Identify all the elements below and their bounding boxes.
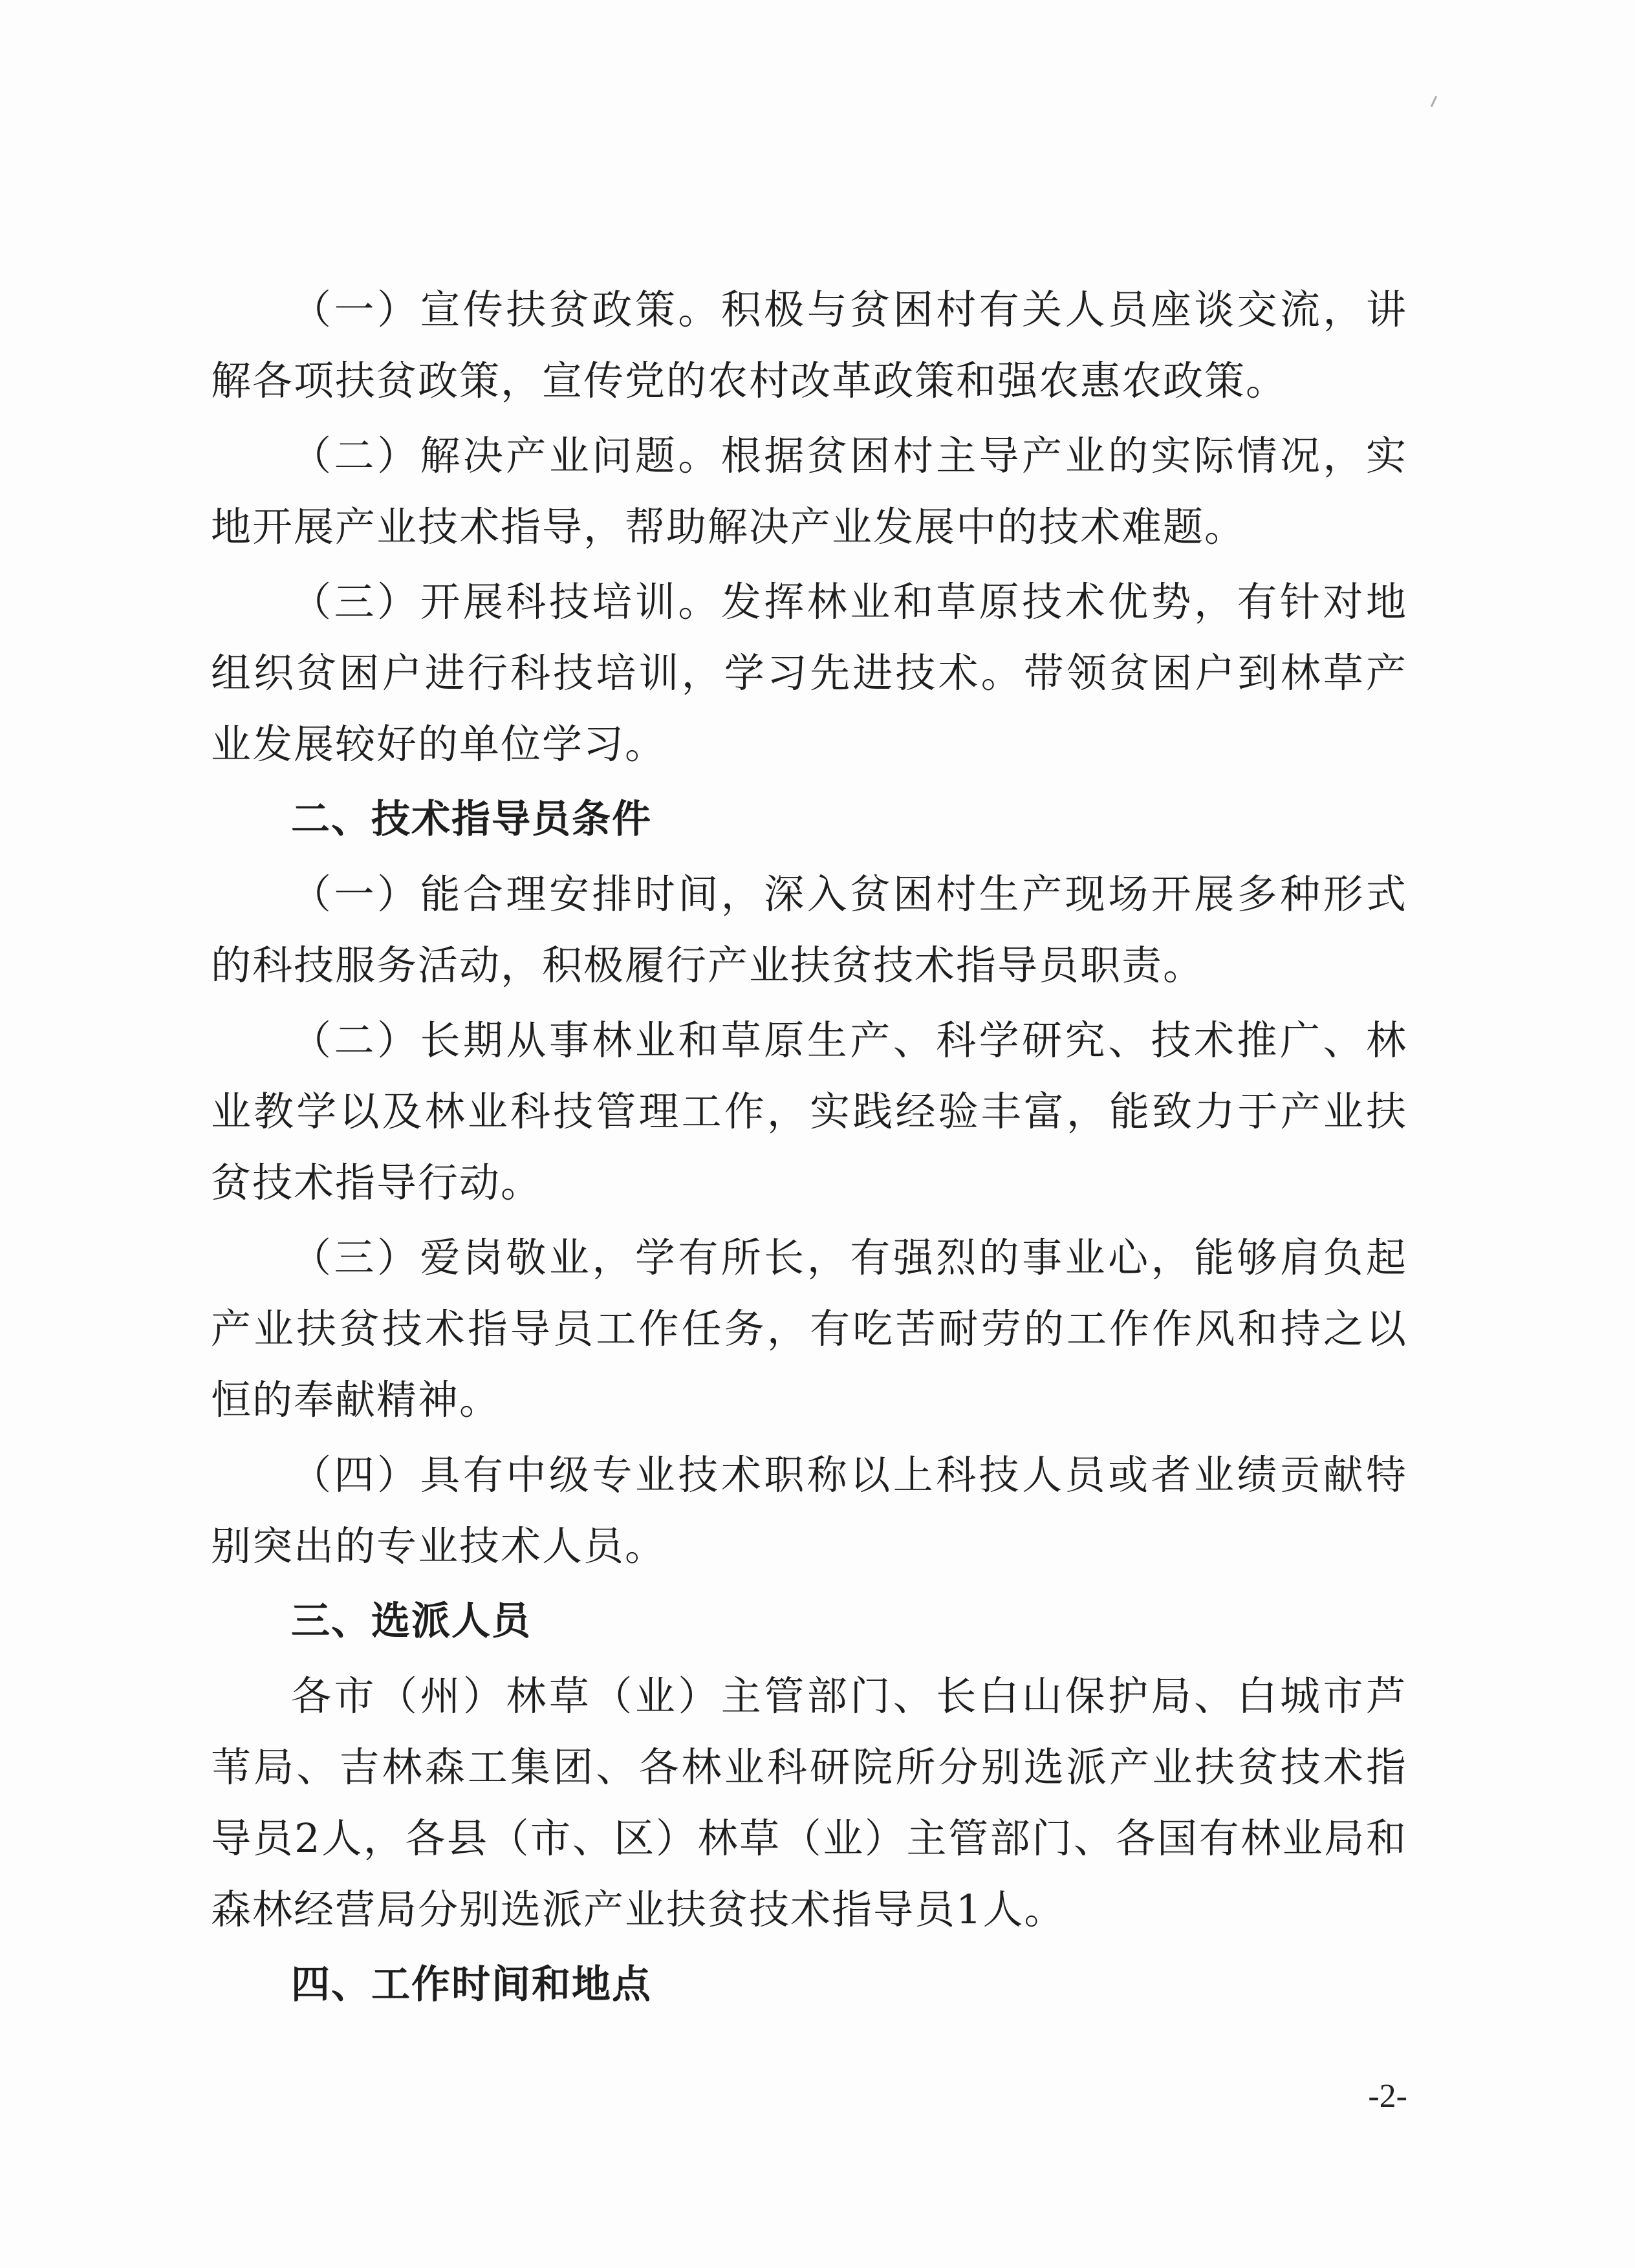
section-heading-personnel: 三、选派人员 bbox=[291, 1599, 532, 1644]
page-number: -2- bbox=[1368, 2078, 1407, 2115]
paragraph-personnel-selection: 各市（州）林草（业）主管部门、长白山保护局、白城市芦苇局、吉林森工集团、各林业科研院所分别选派产业扶贫技术指导员2人，各县（市、区）林草（业）主管部门、各国有林业局和森林经营局分别选派产业扶贫技术指导员1人。 bbox=[211, 1672, 1407, 1933]
section-heading-time-place: 四、工作时间和地点 bbox=[291, 1962, 652, 2007]
paragraph-publicize-policy: （一）宣传扶贫政策。积极与贫困村有关人员座谈交流，讲解各项扶贫政策，宣传党的农村改革政策和强农惠农政策。 bbox=[211, 286, 1407, 404]
paragraph-condition-1: （一）能合理安排时间，深入贫困村生产现场开展多种形式的科技服务活动，积极履行产业扶贫技术指导员职责。 bbox=[211, 870, 1407, 989]
paragraph-condition-2: （二）长期从事林业和草原生产、科学研究、技术推广、林业教学以及林业科技管理工作，实践经验丰富，能致力于产业扶贫技术指导行动。 bbox=[211, 1017, 1407, 1206]
paragraph-solve-industry-problems: （二）解决产业问题。根据贫困村主导产业的实际情况，实地开展产业技术指导，帮助解决产业发展中的技术难题。 bbox=[211, 432, 1407, 550]
document-body bbox=[211, 274, 1407, 2024]
section-heading-conditions: 二、技术指导员条件 bbox=[291, 797, 652, 842]
paragraph-condition-4: （四）具有中级专业技术职称以上科技人员或者业绩贡献特别突出的专业技术人员。 bbox=[211, 1451, 1407, 1570]
scan-artifact bbox=[1431, 96, 1443, 110]
paragraph-condition-3: （三）爱岗敬业，学有所长，有强烈的事业心，能够肩负起产业扶贫技术指导员工作任务，有吃苦耐劳的工作作风和持之以恒的奉献精神。 bbox=[211, 1234, 1407, 1423]
paragraph-tech-training: （三）开展科技培训。发挥林业和草原技术优势，有针对地组织贫困户进行科技培训，学习先进技术。带领贫困户到林草产业发展较好的单位学习。 bbox=[211, 578, 1407, 768]
